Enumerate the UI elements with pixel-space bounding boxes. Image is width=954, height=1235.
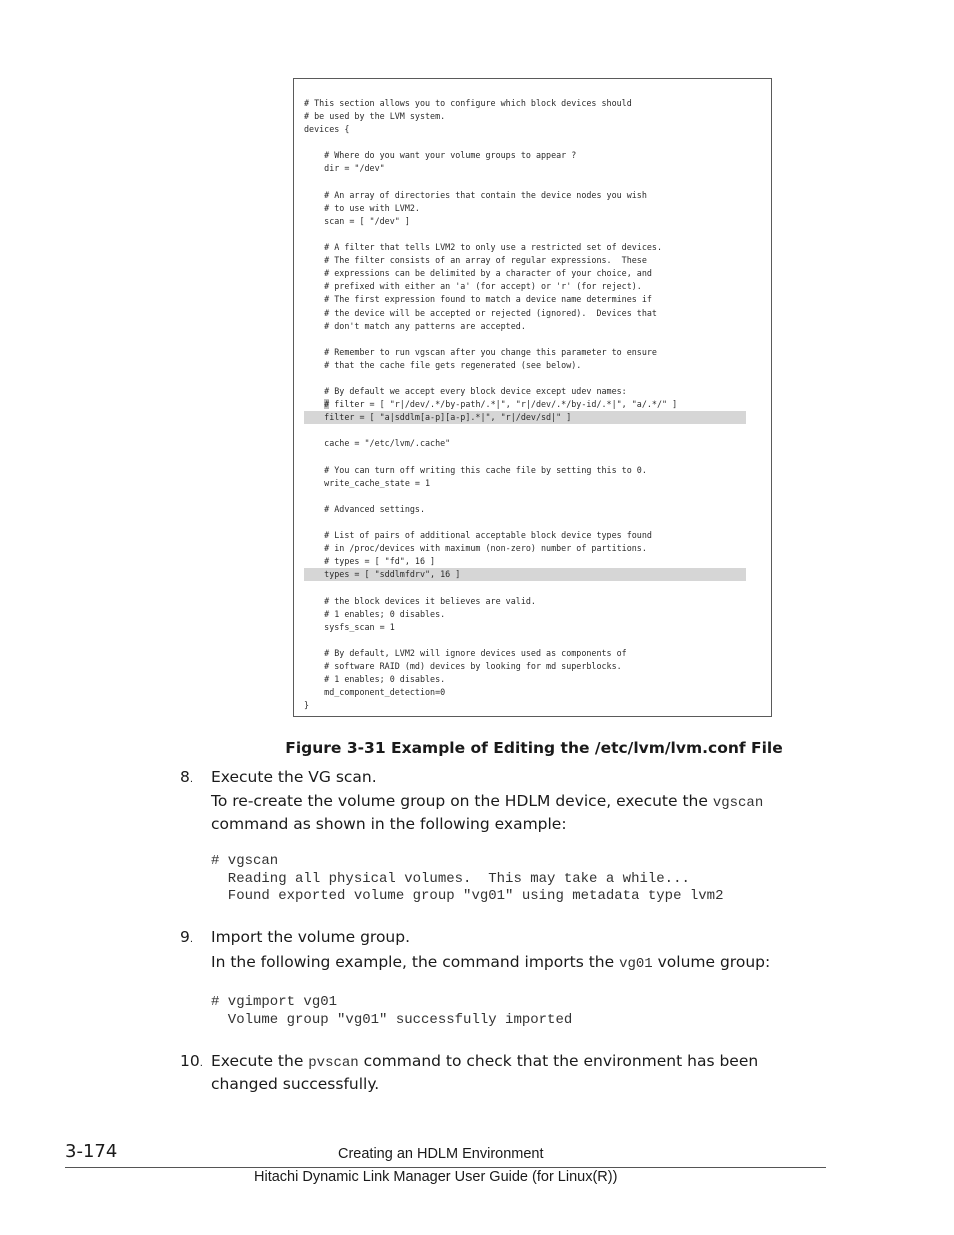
listing-line: # be used by the LVM system.: [304, 111, 446, 122]
listing-line: # in /proc/devices with maximum (non-zero) number of partitions.: [304, 543, 647, 554]
listing-line: # By default, LVM2 will ignore devices used as components of: [304, 647, 627, 658]
listing-line: [304, 516, 746, 529]
listing-line: # The filter consists of an array of regular expressions. These: [304, 255, 647, 266]
listing-line: # the device will be accepted or rejected (ignored). Devices that: [304, 307, 657, 318]
listing-line: [304, 333, 746, 346]
listing-line: cache = "/etc/lvm/.cache": [304, 438, 451, 449]
listing-line: # Where do you want your volume groups to appear ?: [304, 150, 577, 161]
listing-line: # This section allows you to configure which block devices should: [304, 98, 632, 108]
listing-line: [304, 136, 746, 149]
listing-line: [304, 424, 746, 437]
listing-line: # Advanced settings.: [304, 503, 426, 514]
listing-line: # software RAID (md) devices by looking for md superblocks.: [304, 661, 622, 672]
listing-line: filter = [ "a|sddlm[a-p][a-p].*|", "r|/dev/sd|" ]: [304, 411, 746, 424]
listing-line: # the block devices it believes are valid.: [304, 595, 536, 606]
step-9-code-example: # vgimport vg01 Volume group "vg01" successfully imported: [211, 994, 573, 1028]
listing-line: md_component_detection=0: [304, 687, 446, 698]
listing-line: # You can turn off writing this cache file by setting this to 0.: [304, 464, 647, 475]
listing-line: # filter = [ "r|/dev/.*/by-path/.*|", "r|/dev/.*/by-id/.*|", "a/.*/" ]: [324, 399, 678, 410]
listing-line: types = [ "sddlmfdrv", 16 ]: [304, 568, 746, 581]
listing-line: # that the cache file gets regenerated (see below).: [304, 359, 582, 370]
listing-line: # A filter that tells LVM2 to only use a restricted set of devices.: [304, 242, 662, 253]
vg01-name: vg01: [619, 956, 653, 972]
step-8-code-example: # vgscan Reading all physical volumes. This may take a while... Found exported volume group "vg01" using metadata type lvm2: [211, 853, 724, 904]
listing-line: [304, 634, 746, 647]
listing-line: dir = "/dev": [304, 163, 385, 174]
listing-line: [304, 176, 746, 189]
step-8-title: Execute the VG scan.: [211, 768, 377, 786]
page-number: 3-174: [65, 1141, 118, 1162]
listing-line: # 1 enables; 0 disables.: [304, 674, 446, 685]
listing-line: # An array of directories that contain the device nodes you wish: [304, 189, 647, 200]
step-8-number: 8.: [180, 768, 194, 786]
listing-line: # By default we accept every block device except udev names:: [304, 386, 627, 397]
figure-caption: Figure 3-31 Example of Editing the /etc/lvm/lvm.conf File: [285, 739, 783, 757]
step-10-description: Execute the pvscan command to check that the environment has been changed successfully.: [211, 1052, 759, 1093]
listing-line: [304, 581, 746, 594]
step-9-title: Import the volume group.: [211, 928, 411, 946]
listing-line: # List of pairs of additional acceptable block device types found: [304, 530, 652, 541]
step-10-number: 10.: [180, 1052, 203, 1070]
listing-line: # to use with LVM2.: [304, 202, 420, 213]
listing-line: # The first expression found to match a device name determines if: [304, 294, 652, 305]
listing-line: # Remember to run vgscan after you change this parameter to ensure: [304, 346, 657, 357]
figure-box: [293, 78, 772, 717]
listing-line: # expressions can be delimited by a character of your choice, and: [304, 268, 652, 279]
step-9-number: 9.: [180, 928, 194, 946]
step-9-description: In the following example, the command imports the vg01 volume group:: [211, 953, 771, 972]
footer-section-title: Creating an HDLM Environment: [338, 1146, 544, 1162]
listing-line: write_cache_state = 1: [304, 477, 431, 488]
pvscan-command: pvscan: [308, 1055, 359, 1071]
listing-line: [304, 490, 746, 503]
listing-line: # types = [ "fd", 16 ]: [304, 556, 436, 567]
listing-line: }: [304, 700, 310, 711]
listing-line: [304, 372, 746, 385]
listing-line: devices {: [304, 124, 350, 135]
listing-line: # don't match any patterns are accepted.: [304, 320, 526, 331]
footer-divider: [65, 1167, 826, 1168]
listing-line: scan = [ "/dev" ]: [304, 215, 410, 226]
listing-line: # 1 enables; 0 disables.: [304, 608, 446, 619]
vgscan-command: vgscan: [712, 795, 764, 811]
listing-line: # prefixed with either an 'a' (for accept) or 'r' (for reject).: [304, 281, 642, 292]
listing-line: [304, 451, 746, 464]
footer-document-title: Hitachi Dynamic Link Manager User Guide (for Linux(R)): [254, 1169, 618, 1185]
figure-config-listing: [304, 97, 746, 712]
step-8-description: To re-create the volume group on the HDLM device, execute the vgscan command as shown in the following example:: [211, 792, 764, 833]
listing-line: [304, 228, 746, 241]
listing-line: sysfs_scan = 1: [304, 621, 395, 632]
